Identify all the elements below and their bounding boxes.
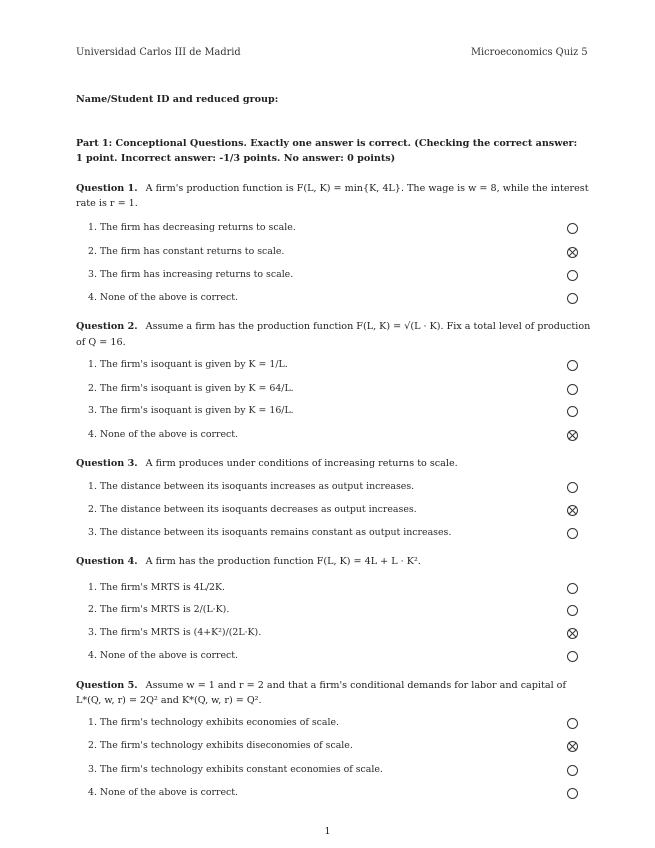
q3-option-1-radio[interactable] [567, 482, 578, 493]
q3-option-3-radio[interactable] [567, 528, 578, 539]
q1-option-4-radio[interactable] [567, 293, 578, 304]
q1-option-2-radio[interactable] [567, 247, 578, 258]
q1-option-4-text: 4. None of the above is correct. [88, 292, 239, 303]
q5-option-4-text: 4. None of the above is correct. [88, 787, 239, 798]
course-title: Microeconomics Quiz 5 [471, 47, 588, 58]
q4-option-4-radio[interactable] [567, 651, 578, 662]
q2-option-2-radio[interactable] [567, 384, 578, 395]
question-1-text-continued: rate is r = 1. [76, 198, 138, 209]
question-3-line1 [76, 458, 458, 469]
q2-option-2-text: 2. The firm's isoquant is given by K = 64/L. [88, 383, 294, 394]
q3-option-2-text: 2. The distance between its isoquants decreases as output increases. [88, 504, 417, 515]
q5-option-2-radio[interactable] [567, 741, 578, 752]
question-5-line1 [76, 680, 566, 691]
q3-option-2-radio[interactable] [567, 505, 578, 516]
q4-option-3-text: 3. The firm's MRTS is (4+K²)/(2L·K). [88, 627, 262, 638]
question-1-text: A firm's production function is F(L, K) = min{K, 4L}. The wage is w = 8, while the interest [145, 183, 589, 194]
q3-option-1-text: 1. The distance between its isoquants increases as output increases. [88, 481, 415, 492]
question-2-text-continued: of Q = 16. [76, 337, 126, 348]
question-5-text: Assume w = 1 and r = 2 and that a firm's conditional demands for labor and capital of [145, 680, 567, 691]
question-4-text: A firm has the production function F(L, K) = 4L + L · K². [145, 556, 421, 567]
q1-option-3-text: 3. The firm has increasing returns to scale. [88, 269, 294, 280]
q4-option-2-text: 2. The firm's MRTS is 2/(L·K). [88, 604, 230, 615]
q5-option-2-text: 2. The firm's technology exhibits diseconomies of scale. [88, 740, 353, 751]
q2-option-3-text: 3. The firm's isoquant is given by K = 16/L. [88, 405, 294, 416]
question-1-line1 [76, 183, 589, 194]
q2-option-1-text: 1. The firm's isoquant is given by K = 1/L. [88, 359, 288, 370]
part-instructions-line2: 1 point. Incorrect answer: -1/3 points. No answer: 0 points) [76, 153, 396, 164]
q1-option-2-text: 2. The firm has constant returns to scale. [88, 246, 285, 257]
question-3-label: Question 3. [76, 458, 138, 469]
q4-option-1-radio[interactable] [567, 583, 578, 594]
q2-option-4-text: 4. None of the above is correct. [88, 429, 239, 440]
q5-option-4-radio[interactable] [567, 788, 578, 799]
question-1-label: Question 1. [76, 183, 138, 194]
page-number: 1 [324, 826, 331, 837]
question-2-line1 [76, 321, 590, 332]
q4-option-4-text: 4. None of the above is correct. [88, 650, 239, 661]
q4-option-1-text: 1. The firm's MRTS is 4L/2K. [88, 582, 225, 593]
q1-option-1-radio[interactable] [567, 223, 578, 234]
q2-option-4-radio[interactable] [567, 430, 578, 441]
part-instructions-line1: Part 1: Conceptional Questions. Exactly one answer is correct. (Checking the correct answer: [76, 138, 578, 149]
question-5-text-continued: L*(Q, w, r) = 2Q² and K*(Q, w, r) = Q². [76, 695, 262, 706]
question-5-label: Question 5. [76, 680, 138, 691]
university-name: Universidad Carlos III de Madrid [76, 47, 241, 58]
q5-option-3-text: 3. The firm's technology exhibits constant economies of scale. [88, 764, 383, 775]
q5-option-1-text: 1. The firm's technology exhibits economies of scale. [88, 717, 339, 728]
question-3-text: A firm produces under conditions of increasing returns to scale. [145, 458, 458, 469]
q2-option-3-radio[interactable] [567, 406, 578, 417]
q4-option-2-radio[interactable] [567, 605, 578, 616]
name-student-id-line: Name/Student ID and reduced group: [76, 94, 279, 105]
question-2-text: Assume a firm has the production function F(L, K) = √(L · K). Fix a total level of production [145, 321, 591, 332]
q4-option-3-radio[interactable] [567, 628, 578, 639]
question-4-line1 [76, 556, 421, 567]
question-2-label: Question 2. [76, 321, 138, 332]
q5-option-1-radio[interactable] [567, 718, 578, 729]
q3-option-3-text: 3. The distance between its isoquants remains constant as output increases. [88, 527, 452, 538]
q2-option-1-radio[interactable] [567, 360, 578, 371]
q1-option-3-radio[interactable] [567, 270, 578, 281]
question-4-label: Question 4. [76, 556, 138, 567]
q5-option-3-radio[interactable] [567, 765, 578, 776]
q1-option-1-text: 1. The firm has decreasing returns to scale. [88, 222, 296, 233]
